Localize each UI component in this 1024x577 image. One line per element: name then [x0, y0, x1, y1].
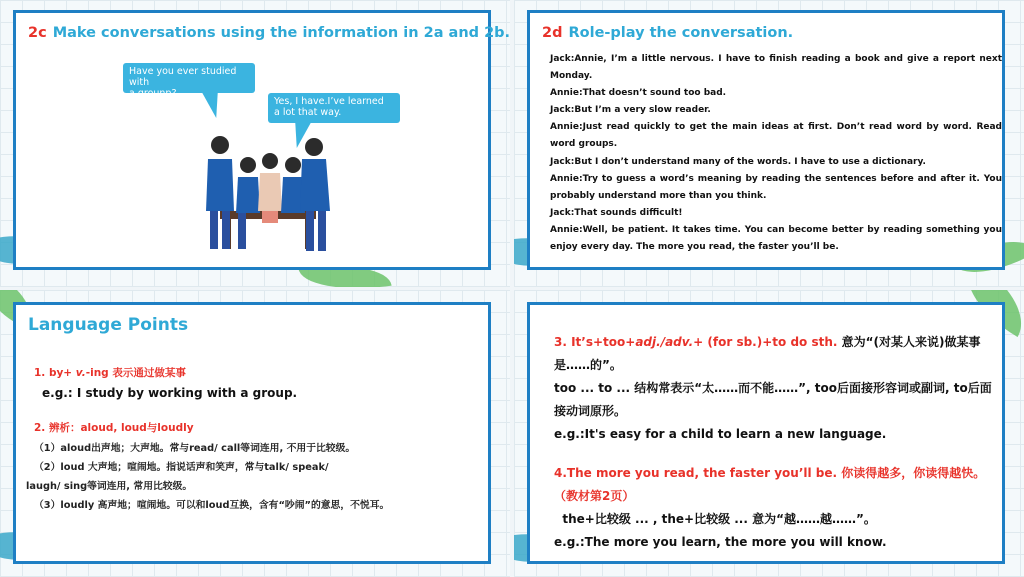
dialog-line: Jack:Annie, I’m a little nervous. I have to finish reading a book and give a report next Monday.: [550, 54, 1002, 82]
slide-2d[interactable]: [514, 0, 1024, 287]
page-title: Language Points: [28, 315, 189, 335]
content-card: [527, 302, 1005, 564]
dialog-line: Jack:But I’m a very slow reader.: [550, 105, 711, 116]
point-2-heading: 2. 辨析：aloud, loud与loudly: [34, 422, 194, 434]
point-3-part: 3. It’s+too+: [554, 335, 636, 349]
slide-language-points[interactable]: [0, 290, 510, 577]
slide-heading: [28, 25, 510, 41]
content-body: [26, 365, 479, 515]
slide-2c[interactable]: [0, 0, 510, 287]
section-title: Make conversations using the information in 2a and 2b.: [52, 25, 510, 41]
students-studying-illustration: [198, 131, 338, 261]
point-3-part: + (for sb.)+to do sth.: [693, 335, 838, 349]
dialog-line: Annie:Try to guess a word’s meaning by reading the sentences before and after it. You probably understand more than you think.: [550, 173, 1002, 201]
point-1-italic: v.: [75, 367, 86, 379]
content-body: [554, 331, 994, 554]
section-title: Role-play the conversation.: [568, 25, 794, 41]
section-number: 2d: [542, 25, 563, 41]
point-1-heading: [34, 365, 479, 380]
point-2-detail: [26, 439, 479, 515]
point-4-heading: 4.The more you read, the faster you’ll be. 你读得越多，你读得越快。（教材第2页）: [554, 466, 986, 503]
point-3-heading: [554, 331, 994, 377]
bubble-line: Yes, I have.I’ve learned: [274, 96, 384, 107]
point-3-example: e.g.:It's easy for a child to learn a new language.: [554, 427, 887, 441]
bubble-line: Have you ever studied with: [129, 66, 237, 88]
dialog-line: Jack:That sounds difficult!: [550, 207, 683, 218]
point-4-example: e.g.:The more you learn, the more you will know.: [554, 535, 887, 549]
slide-heading: [542, 25, 793, 41]
conversation-text: [550, 51, 1002, 256]
point-4-explanation: the+比较级 ... , the+比较级 ... 意为“越……越……”。: [554, 512, 876, 526]
content-card: [527, 10, 1005, 270]
detail-line: laugh/ sing等词连用, 常用比较级。: [26, 481, 193, 492]
detail-line: （3）loudly 高声地；喧闹地。可以和loud互换，含有“吵闹”的意思，不悦耳。: [34, 500, 390, 511]
point-3-italic: adj./adv.: [635, 335, 694, 349]
speech-bubble-question: [123, 63, 255, 99]
point-1-example: e.g.: I study by working with a group.: [42, 386, 298, 400]
section-number: 2c: [28, 25, 47, 41]
content-card: [13, 302, 491, 564]
point-3-explanation: too ... to ... 结构常表示“太……而不能……”, too后面接形容词或副词, to后面接动词原形。: [554, 381, 992, 418]
bubble-line: a grounp?: [129, 88, 177, 99]
dialog-line: Jack:But I don’t understand many of the words. I have to use a dictionary.: [550, 156, 926, 167]
dialog-line: Annie:Well, be patient. It takes time. You can become better by reading something you enjoy every day. The more you read, the faster you’ll be.: [550, 224, 1002, 253]
point-1-rest: -ing 表示通过做某事: [85, 367, 186, 379]
slide-language-points-2[interactable]: [514, 290, 1024, 577]
point-1-prefix: 1. by+: [34, 367, 73, 379]
detail-line: （2）loud 大声地；喧闹地。指说话声和笑声，常与talk/ speak/: [34, 462, 329, 473]
dialog-line: Annie:Just read quickly to get the main ideas at first. Don’t read word by word. Read word groups.: [550, 122, 1002, 150]
point-3-meaning: 意为“(对某人来说)做某事是……的”。: [554, 335, 981, 372]
detail-line: （1）aloud出声地；大声地。常与read/ call等词连用, 不用于比较级。: [34, 443, 356, 454]
content-card: [13, 10, 510, 270]
dialog-line: Annie:That doesn’t sound too bad.: [550, 88, 727, 99]
bubble-line: a lot that way.: [274, 107, 342, 118]
speech-bubble-answer: [268, 93, 400, 123]
